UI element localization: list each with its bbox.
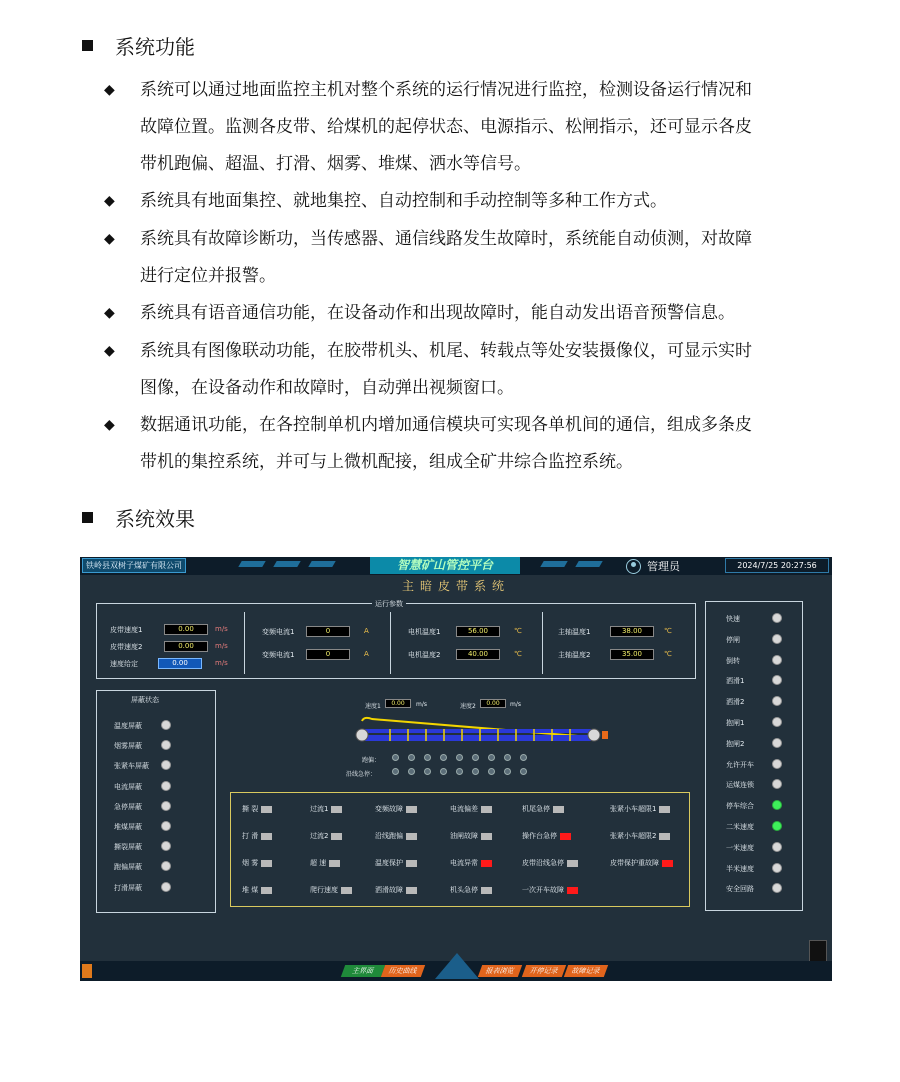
deviation-indicator	[392, 754, 399, 761]
alarm-label: 过流1	[310, 805, 329, 813]
bullet-item	[104, 333, 834, 407]
value-vfd2: 0	[306, 649, 350, 660]
status-indicator-led	[772, 738, 782, 748]
value-belt-speed1: 0.00	[164, 624, 208, 635]
alarm-item	[242, 885, 272, 895]
value-belt-speed2: 0.00	[164, 641, 208, 652]
alarm-status-indicator	[662, 860, 673, 867]
label-motor-temp1: 电机温度1	[408, 628, 441, 636]
params-title: 运行参数	[372, 599, 406, 609]
shield-indicator-led[interactable]	[161, 720, 171, 730]
unit: ℃	[664, 627, 672, 635]
label-deviation: 跑偏：	[362, 757, 381, 764]
square-bullet-icon	[82, 512, 93, 523]
alarm-item	[242, 831, 272, 841]
alarm-status-indicator	[329, 860, 340, 867]
bullet-item	[104, 183, 834, 220]
shield-label: 打滑屏蔽	[114, 883, 142, 892]
estop-indicator	[424, 768, 431, 775]
status-label: 半米速度	[726, 864, 754, 873]
estop-indicator	[392, 768, 399, 775]
alarm-item	[450, 885, 492, 895]
value-motor-temp2: 40.00	[456, 649, 500, 660]
bullet-text-line: 带机的集控系统，并可与上微机配接，组成全矿井综合监控系统。	[140, 452, 633, 472]
alarm-label: 沿线跑偏	[375, 832, 403, 840]
shield-label: 烟雾屏蔽	[114, 742, 142, 751]
status-label: 洒滑2	[726, 698, 745, 707]
alarm-item	[450, 804, 492, 814]
deviation-indicator	[408, 754, 415, 761]
unit: ℃	[514, 627, 522, 635]
label-estop: 沿线急停：	[346, 771, 377, 778]
status-label: 二米速度	[726, 823, 754, 831]
corner-logo-icon	[82, 964, 92, 978]
estop-indicator	[504, 768, 511, 775]
alarm-label: 机头急停	[450, 886, 478, 894]
divider	[542, 612, 543, 674]
divider	[244, 612, 245, 674]
alarm-status-indicator	[261, 806, 272, 813]
alarm-status-indicator	[560, 833, 571, 840]
alarm-label: 打 滑	[242, 832, 259, 840]
square-bullet-icon	[82, 40, 93, 51]
bullet-text-line: 系统具有故障诊断功，当传感器、通信线路发生故障时，系统能自动侦测，对故障	[140, 229, 752, 249]
value-shaft-temp1: 38.00	[610, 626, 654, 637]
status-label: 倒转	[726, 656, 740, 665]
alarm-status-indicator	[406, 833, 417, 840]
alarm-status-indicator	[567, 860, 578, 867]
shield-indicator-led[interactable]	[161, 882, 171, 892]
deviation-indicator	[424, 754, 431, 761]
diamond-bullet-icon: ◆	[104, 193, 115, 209]
status-label: 允许开车	[726, 760, 754, 769]
alarm-item	[375, 831, 417, 841]
alarm-item	[310, 885, 352, 895]
section-title: 系统功能	[115, 35, 195, 59]
section-title: 系统效果	[115, 507, 195, 531]
alarm-item	[310, 858, 340, 868]
value-shaft-temp2: 35.00	[610, 649, 654, 660]
bullet-text-line: 系统具有语音通信功能，在设备动作和出现故障时，能自动发出语音预警信息。	[140, 303, 735, 323]
label-speed2: 速度2	[460, 703, 476, 710]
alarm-label: 一次开车故障	[522, 886, 564, 894]
label-speed-set: 速度给定	[110, 660, 138, 668]
unit: m/s	[215, 625, 228, 633]
alarm-label: 电流偏差	[450, 805, 478, 813]
alarm-status-indicator	[553, 806, 564, 813]
alarm-item	[242, 804, 272, 814]
unit: A	[364, 627, 369, 635]
status-indicator-led	[772, 821, 782, 831]
alarm-label: 油闸故障	[450, 832, 478, 840]
status-indicator-led	[772, 655, 782, 665]
shield-label: 电流屏蔽	[114, 782, 142, 791]
bullet-text-line: 系统可以通过地面监控主机对整个系统的运行情况进行监控，检测设备运行情况和	[140, 80, 752, 100]
bullet-item	[104, 295, 834, 332]
bullet-text-line: 进行定位并报警。	[140, 266, 276, 286]
label-belt-speed2: 皮带速度2	[110, 643, 143, 651]
deviation-indicator	[504, 754, 511, 761]
alarm-status-indicator	[406, 887, 417, 894]
conveyor-belt-diagram	[350, 715, 610, 749]
alarm-label: 温度保护	[375, 859, 403, 867]
alarm-status-indicator	[261, 833, 272, 840]
alarm-item	[522, 858, 578, 868]
alarm-label: 操作台急停	[522, 832, 557, 840]
deviation-indicator	[488, 754, 495, 761]
shield-indicator-led[interactable]	[161, 821, 171, 831]
deviation-indicator	[456, 754, 463, 761]
status-indicator-led	[772, 842, 782, 852]
shield-label: 撕裂屏蔽	[114, 843, 142, 852]
deviation-indicator	[472, 754, 479, 761]
diamond-bullet-icon: ◆	[104, 305, 115, 321]
alarm-item	[375, 804, 417, 814]
alarm-status-indicator	[659, 833, 670, 840]
status-label: 一米速度	[726, 843, 754, 852]
alarm-label: 张紧小车超限1	[610, 805, 657, 813]
shield-label: 急停屏蔽	[114, 802, 142, 811]
alarm-label: 洒滑故障	[375, 886, 403, 894]
shield-indicator-led[interactable]	[161, 781, 171, 791]
decor-stripe	[308, 561, 335, 567]
username: 管理员	[647, 560, 680, 573]
label-shaft-temp1: 主轴温度1	[558, 628, 591, 636]
bullet-item	[104, 72, 834, 183]
system-title: 主暗皮带系统	[401, 579, 510, 593]
status-label: 运煤连锁	[726, 781, 754, 790]
alarm-item	[522, 831, 571, 841]
status-label: 抱闸1	[726, 719, 745, 727]
shield-label: 堆煤屏蔽	[114, 823, 142, 831]
estop-indicator	[472, 768, 479, 775]
alarm-status-indicator	[406, 860, 417, 867]
nav-tab[interactable]: 报表浏览	[478, 965, 522, 977]
bullet-text-line: 带机跑偏、超温、打滑、烟雾、堆煤、洒水等信号。	[140, 154, 531, 174]
status-label: 洒滑1	[726, 677, 745, 686]
shield-label: 温度屏蔽	[114, 722, 142, 730]
shield-indicator-led[interactable]	[161, 801, 171, 811]
alarm-item	[310, 804, 342, 814]
status-indicator-led	[772, 863, 782, 873]
alarm-item	[310, 831, 342, 841]
alarm-item	[522, 804, 564, 814]
alarm-status-indicator	[481, 806, 492, 813]
value-speed1: 0.00	[385, 699, 411, 708]
unit: ℃	[664, 650, 672, 658]
alarm-label: 撕 裂	[242, 805, 259, 813]
status-label: 抱闸2	[726, 739, 745, 748]
alarm-status-indicator	[659, 806, 670, 813]
nav-tab[interactable]: 主界面	[341, 965, 385, 977]
value-vfd1: 0	[306, 626, 350, 637]
alarm-label: 过流2	[310, 832, 329, 840]
status-panel	[705, 601, 803, 911]
alarm-label: 堆 煤	[242, 886, 259, 894]
decor-stripe	[273, 561, 300, 567]
bullet-text-line: 数据通讯功能，在各控制单机内增加通信模块可实现各单机间的通信，组成多条皮	[140, 415, 752, 435]
estop-indicator	[440, 768, 447, 775]
shield-title: 屏蔽状态	[131, 696, 159, 704]
alarm-item	[610, 858, 673, 868]
alarm-status-indicator	[481, 887, 492, 894]
alarm-label: 皮带保护重故障	[610, 859, 659, 867]
bullet-text-line: 图像，在设备动作和故障时，自动弹出视频窗口。	[140, 378, 514, 398]
estop-indicator	[488, 768, 495, 775]
label-motor-temp2: 电机温度2	[408, 651, 441, 659]
decor-stripe	[540, 561, 567, 567]
alarm-status-indicator	[331, 806, 342, 813]
label-vfd2: 变频电流1	[262, 651, 295, 659]
unit: m/s	[215, 659, 228, 667]
alarm-label: 张紧小车超限2	[610, 832, 657, 840]
section-heading-functions	[82, 31, 195, 60]
user-menu[interactable]	[626, 558, 680, 574]
estop-indicator	[408, 768, 415, 775]
status-label: 停闸	[726, 635, 740, 644]
alarm-label: 皮带沿线急停	[522, 859, 564, 867]
bullet-item	[104, 221, 834, 295]
status-indicator-led	[772, 613, 782, 623]
monitoring-screenshot	[80, 557, 832, 981]
unit: m/s	[215, 642, 228, 650]
bullet-text-line: 故障位置。监测各皮带、给煤机的起停状态、电源指示、松闸指示，还可显示各皮	[140, 117, 752, 137]
diamond-bullet-icon: ◆	[104, 82, 115, 98]
diamond-bullet-icon: ◆	[104, 231, 115, 247]
alarm-item	[375, 885, 417, 895]
shield-label: 张紧车屏蔽	[114, 762, 149, 771]
alarm-item	[450, 831, 492, 841]
status-label: 停车综合	[726, 802, 754, 811]
alarm-label: 超 速	[310, 859, 327, 867]
bullet-item	[104, 407, 834, 481]
alarm-label: 爬行速度	[310, 886, 338, 894]
alarm-item	[375, 858, 417, 868]
alarm-status-indicator	[567, 887, 578, 894]
alarm-item	[610, 831, 670, 841]
value-speed2: 0.00	[480, 699, 506, 708]
unit: A	[364, 650, 369, 658]
platform-title: 智慧矿山管控平台	[370, 557, 520, 574]
label-vfd1: 变频电流1	[262, 628, 295, 636]
section-heading-effects	[82, 503, 195, 532]
divider	[390, 612, 391, 674]
input-speed-set[interactable]: 0.00	[158, 658, 202, 669]
alarm-item	[242, 858, 272, 868]
alarm-item	[610, 804, 670, 814]
shield-label: 跑偏屏蔽	[114, 863, 142, 872]
alarm-status-indicator	[331, 833, 342, 840]
alarm-label: 机尾急停	[522, 805, 550, 813]
bullet-text-line: 系统具有地面集控、就地集控、自动控制和手动控制等多种工作方式。	[140, 191, 667, 211]
status-indicator-led	[772, 759, 782, 769]
value-motor-temp1: 56.00	[456, 626, 500, 637]
datetime: 2024/7/25 20:27:56	[725, 558, 829, 573]
estop-indicator	[456, 768, 463, 775]
company-name: 铁岭县双树子煤矿有限公司	[82, 558, 186, 573]
bottom-nav	[80, 961, 832, 981]
unit: ℃	[514, 650, 522, 658]
alarm-label: 变频故障	[375, 805, 403, 813]
deviation-indicator	[520, 754, 527, 761]
decor-stripe	[238, 561, 265, 567]
label-belt-speed1: 皮带速度1	[110, 626, 143, 634]
alarm-item	[450, 858, 492, 868]
label-shaft-temp2: 主轴温度2	[558, 651, 591, 659]
bullet-text-line: 系统具有图像联动功能，在胶带机头、机尾、转载点等处安装摄像仪，可显示实时	[140, 341, 752, 361]
status-label: 安全回路	[726, 885, 754, 894]
decor-stripe	[575, 561, 602, 567]
nav-tab[interactable]: 开停记录	[522, 965, 566, 977]
estop-indicator	[520, 768, 527, 775]
alarm-status-indicator	[481, 860, 492, 867]
unit: m/s	[510, 701, 521, 708]
diamond-bullet-icon: ◆	[104, 417, 115, 433]
nav-tab[interactable]: 历史曲线	[381, 965, 425, 977]
alarm-label: 电流异常	[450, 859, 478, 867]
status-label: 快速	[726, 615, 740, 623]
nav-tab[interactable]: 故障记录	[564, 965, 608, 977]
alarm-label: 烟 雾	[242, 859, 259, 867]
alarm-status-indicator	[261, 887, 272, 894]
status-indicator-led	[772, 634, 782, 644]
label-speed1: 速度1	[365, 703, 381, 710]
alarm-status-indicator	[261, 860, 272, 867]
unit: m/s	[416, 701, 427, 708]
alarm-status-indicator	[406, 806, 417, 813]
user-icon	[626, 559, 641, 574]
center-emblem-icon	[435, 953, 479, 979]
alarm-status-indicator	[341, 887, 352, 894]
diamond-bullet-icon: ◆	[104, 343, 115, 359]
deviation-indicator	[440, 754, 447, 761]
status-indicator-led	[772, 717, 782, 727]
top-bar	[80, 557, 832, 575]
alarm-item	[522, 885, 578, 895]
alarm-status-indicator	[481, 833, 492, 840]
